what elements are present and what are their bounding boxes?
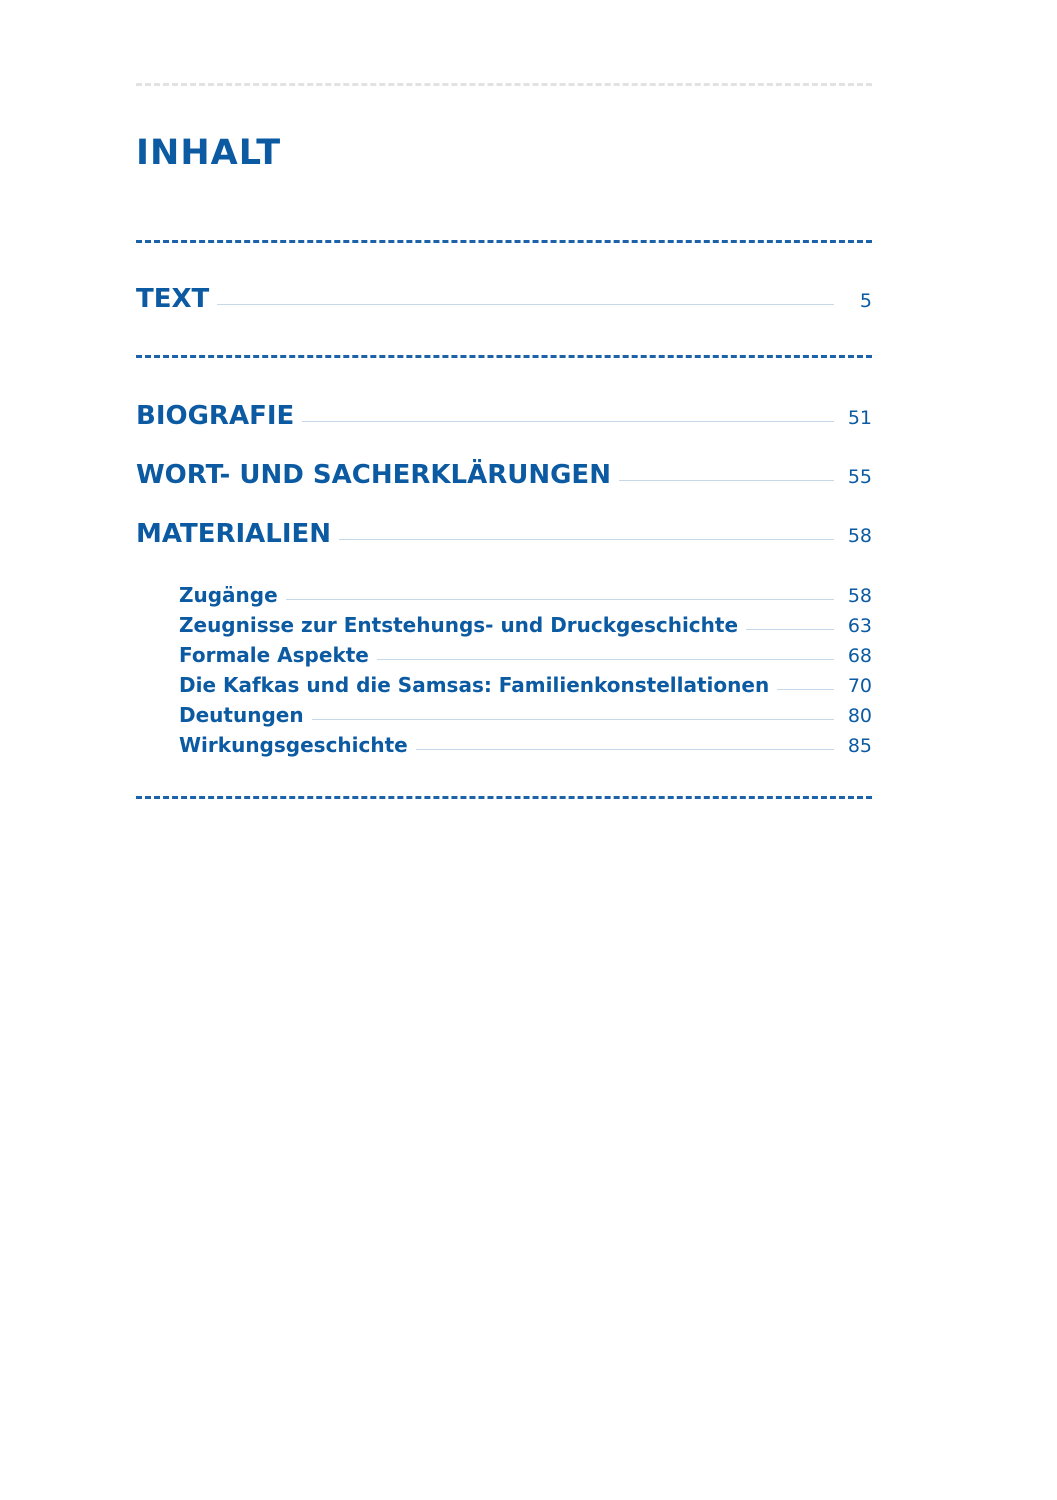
toc-page-number: 80 (847, 705, 872, 727)
toc-subentry[interactable] (179, 643, 872, 667)
dot-leader (302, 421, 834, 422)
toc-label: Zeugnisse zur Entstehungs- und Druckgeschichte (179, 613, 739, 637)
toc-label: Zugänge (179, 583, 278, 607)
dot-leader (339, 539, 834, 540)
section-divider (136, 355, 872, 358)
toc-page-number: 63 (847, 615, 872, 637)
toc-label: Deutungen (179, 703, 304, 727)
toc-entry-text[interactable] (136, 284, 872, 314)
dot-leader (777, 689, 834, 690)
toc-label: Wirkungsgeschichte (179, 733, 408, 757)
dot-leader (377, 659, 834, 660)
toc-page-number: 5 (859, 290, 872, 312)
toc-subentry[interactable] (179, 703, 872, 727)
toc-label: WORT- UND SACHERKLÄRUNGEN (136, 460, 611, 490)
toc-label: Die Kafkas und die Samsas: Familienkonstellationen (179, 673, 770, 697)
dot-leader (217, 304, 834, 305)
toc-label: TEXT (136, 284, 210, 314)
toc-label: MATERIALIEN (136, 519, 332, 549)
toc-subentry[interactable] (179, 673, 872, 697)
toc-label: Formale Aspekte (179, 643, 369, 667)
toc-subentry[interactable] (179, 613, 872, 637)
page-title: INHALT (136, 133, 282, 173)
top-divider (136, 83, 872, 86)
toc-page-number: 55 (847, 466, 872, 488)
toc-page-number: 51 (847, 407, 872, 429)
toc-subentry[interactable] (179, 733, 872, 757)
section-divider (136, 240, 872, 243)
dot-leader (619, 480, 834, 481)
section-divider (136, 796, 872, 799)
toc-entry-biografie[interactable] (136, 401, 872, 431)
toc-subentry[interactable] (179, 583, 872, 607)
toc-page-number: 70 (847, 675, 872, 697)
toc-page-number: 68 (847, 645, 872, 667)
toc-page-number: 85 (847, 735, 872, 757)
dot-leader (746, 629, 834, 630)
toc-page-number: 58 (847, 525, 872, 547)
toc-entry-wort-und-sacherklaerungen[interactable] (136, 460, 872, 490)
dot-leader (312, 719, 834, 720)
toc-label: BIOGRAFIE (136, 401, 295, 431)
dot-leader (286, 599, 834, 600)
dot-leader (416, 749, 834, 750)
toc-entry-materialien[interactable] (136, 519, 872, 549)
toc-page-number: 58 (847, 585, 872, 607)
